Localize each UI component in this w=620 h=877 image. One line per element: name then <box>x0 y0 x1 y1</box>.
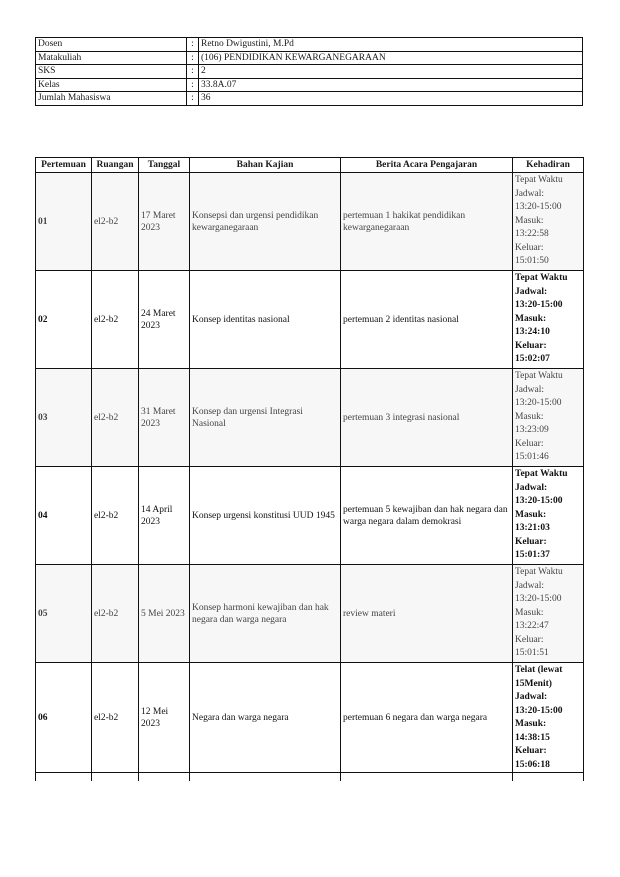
table-row <box>36 271 584 369</box>
date: 24 Maret 2023 <box>139 271 190 369</box>
schedule-label: Jadwal: <box>515 580 545 591</box>
info-separator: : <box>187 78 199 92</box>
attendance-status: Tepat Waktu <box>515 567 563 577</box>
info-key: Kelas <box>36 78 187 92</box>
continuation-cell <box>92 773 139 782</box>
header-attendance: Kehadiran <box>513 158 584 173</box>
info-separator: : <box>187 92 199 106</box>
check-out-label: Keluar: <box>515 438 544 449</box>
info-value: 2 <box>199 65 583 79</box>
attendance <box>513 565 584 663</box>
check-out-time: 15:01:46 <box>515 452 549 462</box>
info-row-students <box>36 92 583 106</box>
minutes: pertemuan 6 negara dan warga negara <box>341 663 513 773</box>
info-value: 36 <box>199 92 583 106</box>
schedule-time: 13:20-15:00 <box>515 705 563 716</box>
check-in-time: 13:23:09 <box>515 425 549 435</box>
schedule-time: 13:20-15:00 <box>515 202 562 212</box>
header-date: Tanggal <box>139 158 190 173</box>
check-out-time: 15:06:18 <box>515 759 550 770</box>
info-separator: : <box>187 51 199 65</box>
room: el2-b2 <box>92 663 139 773</box>
topic: Konsep harmoni kewajiban dan hak negara dan warga negara <box>190 565 341 663</box>
attendance-status: Telat (lewat 15Menit) <box>515 665 563 689</box>
header-minutes: Berita Acara Pengajaran <box>341 158 513 173</box>
check-out-time: 15:01:37 <box>515 550 550 560</box>
check-out-label: Keluar: <box>515 340 547 351</box>
date: 12 Mei 2023 <box>139 663 190 773</box>
table-row <box>36 663 584 773</box>
schedule-label: Jadwal: <box>515 286 548 297</box>
topic: Negara dan warga negara <box>190 663 341 773</box>
room: el2-b2 <box>92 369 139 467</box>
attendance-status: Tepat Waktu <box>515 469 568 479</box>
meeting-number: 05 <box>36 565 92 663</box>
schedule-time: 13:20-15:00 <box>515 300 563 310</box>
info-row-credits <box>36 65 583 79</box>
check-in-label: Masuk: <box>515 607 544 618</box>
topic: Konsep urgensi konstitusi UUD 1945 <box>190 467 341 565</box>
minutes: review materi <box>341 565 513 663</box>
info-separator: : <box>187 65 199 79</box>
date: 17 Maret 2023 <box>139 173 190 271</box>
continuation-cell <box>36 773 92 782</box>
room: el2-b2 <box>92 565 139 663</box>
check-in-label: Masuk: <box>515 313 547 324</box>
check-out-label: Keluar: <box>515 746 547 756</box>
attendance <box>513 369 584 467</box>
meeting-number: 03 <box>36 369 92 467</box>
schedule-time: 13:20-15:00 <box>515 496 563 506</box>
check-out-time: 15:01:51 <box>515 648 549 658</box>
schedule-time: 13:20-15:00 <box>515 594 562 604</box>
topic: Konsepsi dan urgensi pendidikan kewarganegaraan <box>190 173 341 271</box>
header-room: Ruangan <box>92 158 139 173</box>
info-key: Jumlah Mahasiswa <box>36 92 187 106</box>
info-key: Dosen <box>36 38 187 52</box>
date: 31 Maret 2023 <box>139 369 190 467</box>
schedule-label: Jadwal: <box>515 692 548 702</box>
attendance <box>513 467 584 565</box>
check-in-time: 14:38:15 <box>515 732 550 743</box>
meeting-schedule-table <box>35 157 584 781</box>
meeting-number: 02 <box>36 271 92 369</box>
info-key: Matakuliah <box>36 51 187 65</box>
room: el2-b2 <box>92 271 139 369</box>
attendance-status: Tepat Waktu <box>515 175 563 185</box>
info-row-lecturer <box>36 38 583 52</box>
room: el2-b2 <box>92 173 139 271</box>
minutes: pertemuan 5 kewajiban dan hak negara dan warga negara dalam demokrasi <box>341 467 513 565</box>
info-separator: : <box>187 38 199 52</box>
check-in-time: 13:22:47 <box>515 621 549 631</box>
check-in-time: 13:22:58 <box>515 229 549 239</box>
continuation-cell <box>139 773 190 782</box>
attendance-status: Tepat Waktu <box>515 371 563 381</box>
schedule-label: Jadwal: <box>515 384 545 395</box>
date: 5 Mei 2023 <box>139 565 190 663</box>
schedule-label: Jadwal: <box>515 188 545 199</box>
minutes: pertemuan 1 hakikat pendidikan kewarganegaraan <box>341 173 513 271</box>
continuation-cell <box>190 773 341 782</box>
meeting-number: 04 <box>36 467 92 565</box>
continuation-cell <box>513 773 584 782</box>
continuation-cell <box>341 773 513 782</box>
check-out-label: Keluar: <box>515 242 544 253</box>
info-value: Retno Dwigustini, M.Pd <box>199 38 583 52</box>
course-info-table <box>35 37 583 106</box>
room: el2-b2 <box>92 467 139 565</box>
meeting-number: 06 <box>36 663 92 773</box>
check-out-label: Keluar: <box>515 634 544 645</box>
check-in-label: Masuk: <box>515 509 547 520</box>
info-value: 33.8A.07 <box>199 78 583 92</box>
meeting-number: 01 <box>36 173 92 271</box>
header-meeting: Pertemuan <box>36 158 92 173</box>
check-in-time: 13:21:03 <box>515 523 550 533</box>
check-in-time: 13:24:10 <box>515 327 550 337</box>
table-row <box>36 369 584 467</box>
check-in-label: Masuk: <box>515 411 544 422</box>
attendance-status: Tepat Waktu <box>515 273 568 283</box>
info-key: SKS <box>36 65 187 79</box>
table-continuation-row <box>36 773 584 782</box>
schedule-time: 13:20-15:00 <box>515 398 562 408</box>
attendance <box>513 663 584 773</box>
check-out-time: 15:01:50 <box>515 256 549 266</box>
table-header-row <box>36 158 584 173</box>
schedule-label: Jadwal: <box>515 482 548 493</box>
check-out-time: 15:02:07 <box>515 354 550 364</box>
info-value: (106) PENDIDIKAN KEWARGANEGARAAN <box>199 51 583 65</box>
check-in-label: Masuk: <box>515 719 547 729</box>
date: 14 April 2023 <box>139 467 190 565</box>
topic: Konsep dan urgensi Integrasi Nasional <box>190 369 341 467</box>
minutes: pertemuan 2 identitas nasional <box>341 271 513 369</box>
topic: Konsep identitas nasional <box>190 271 341 369</box>
info-row-course <box>36 51 583 65</box>
table-row <box>36 565 584 663</box>
check-out-label: Keluar: <box>515 536 547 547</box>
table-row <box>36 173 584 271</box>
minutes: pertemuan 3 integrasi nasional <box>341 369 513 467</box>
table-row <box>36 467 584 565</box>
attendance <box>513 173 584 271</box>
info-row-class <box>36 78 583 92</box>
check-in-label: Masuk: <box>515 215 544 226</box>
header-topic: Bahan Kajian <box>190 158 341 173</box>
attendance <box>513 271 584 369</box>
